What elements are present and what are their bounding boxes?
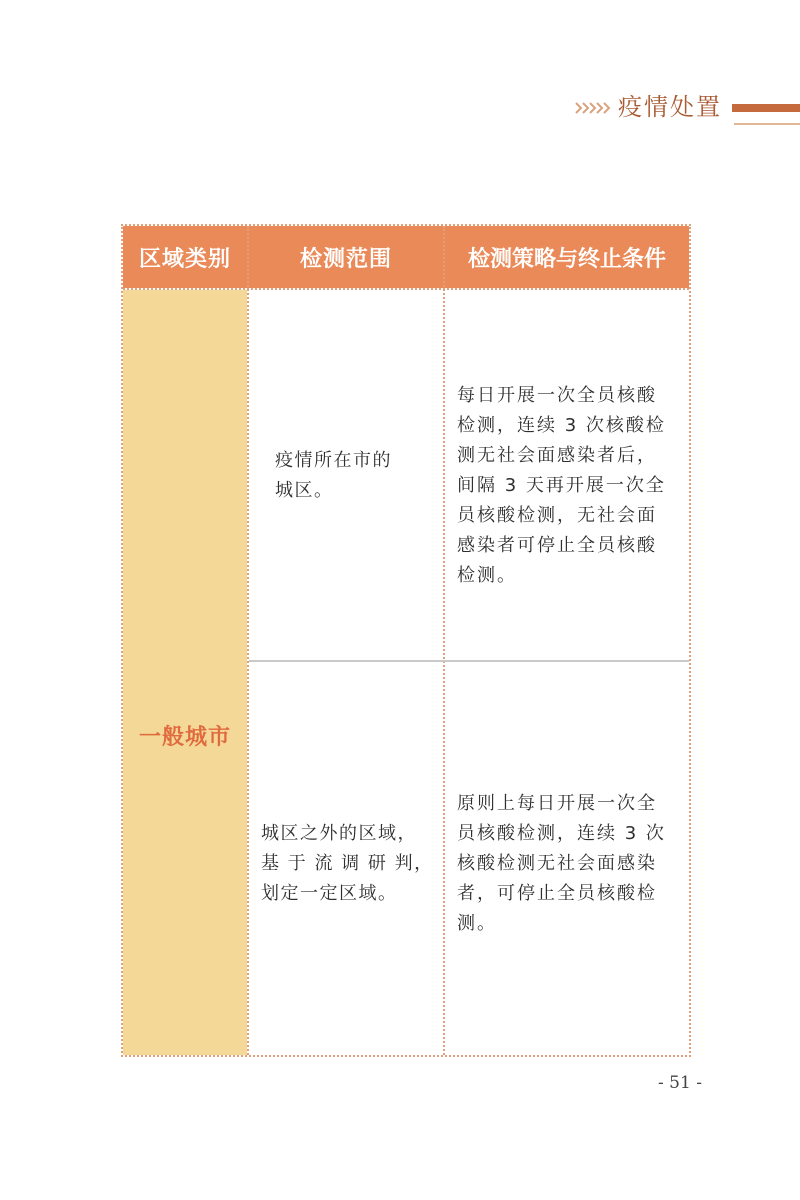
row2-strategy-line: 原则上每日开展一次全: [457, 793, 657, 814]
row-divider: [249, 660, 689, 662]
row1-strategy-line: 员核酸检测，无社会面: [457, 505, 657, 526]
region-label: 一般城市: [138, 725, 231, 750]
row1-scope-line: 疫情所在市的: [275, 450, 392, 471]
header-testing-scope: 检测范围: [299, 246, 392, 272]
chapter-accent-bar: [732, 104, 800, 112]
row1-strategy-line: 间隔 3 天再开展一次全: [457, 475, 666, 496]
row1-strategy-line: 感染者可停止全员核酸: [457, 535, 657, 556]
page-number: - 51 -: [658, 1073, 702, 1093]
table-header-row: [123, 226, 689, 288]
chapter-header: [574, 92, 800, 128]
column-divider: [247, 226, 249, 1055]
row1-scope-cell: [275, 446, 392, 506]
chevron-arrows-icon: [574, 101, 614, 115]
row2-scope-line: 城区之外的区域，: [261, 823, 417, 844]
testing-strategy-table: [121, 224, 691, 1057]
row2-strategy-line: 者，可停止全员核酸检: [457, 883, 657, 904]
chapter-underline: [734, 123, 800, 125]
row1-scope-line: 城区。: [275, 480, 334, 501]
header-region-category: 区域类别: [138, 246, 231, 272]
row2-strategy-line: 核酸检测无社会面感染: [457, 853, 657, 874]
row2-scope-line: 基 于 流 调 研 判，: [261, 853, 434, 874]
region-cell: [123, 290, 247, 1055]
chapter-title: 疫情处置: [618, 93, 722, 121]
row2-scope-cell: [261, 819, 434, 909]
row2-strategy-cell: [457, 789, 666, 939]
row2-scope-line: 划定一定区域。: [261, 883, 398, 904]
row1-strategy-line: 检测。: [457, 565, 517, 586]
column-divider: [443, 226, 445, 1055]
row1-strategy-line: 每日开展一次全员核酸: [457, 385, 657, 406]
row2-strategy-line: 测。: [457, 913, 497, 934]
row1-strategy-line: 检测，连续 3 次核酸检: [457, 415, 666, 436]
header-strategy-termination: 检测策略与终止条件: [467, 246, 666, 272]
row1-strategy-line: 测无社会面感染者后，: [457, 445, 657, 466]
row2-strategy-line: 员核酸检测，连续 3 次: [457, 823, 666, 844]
header-divider: [123, 288, 689, 290]
row1-strategy-cell: [457, 381, 666, 591]
